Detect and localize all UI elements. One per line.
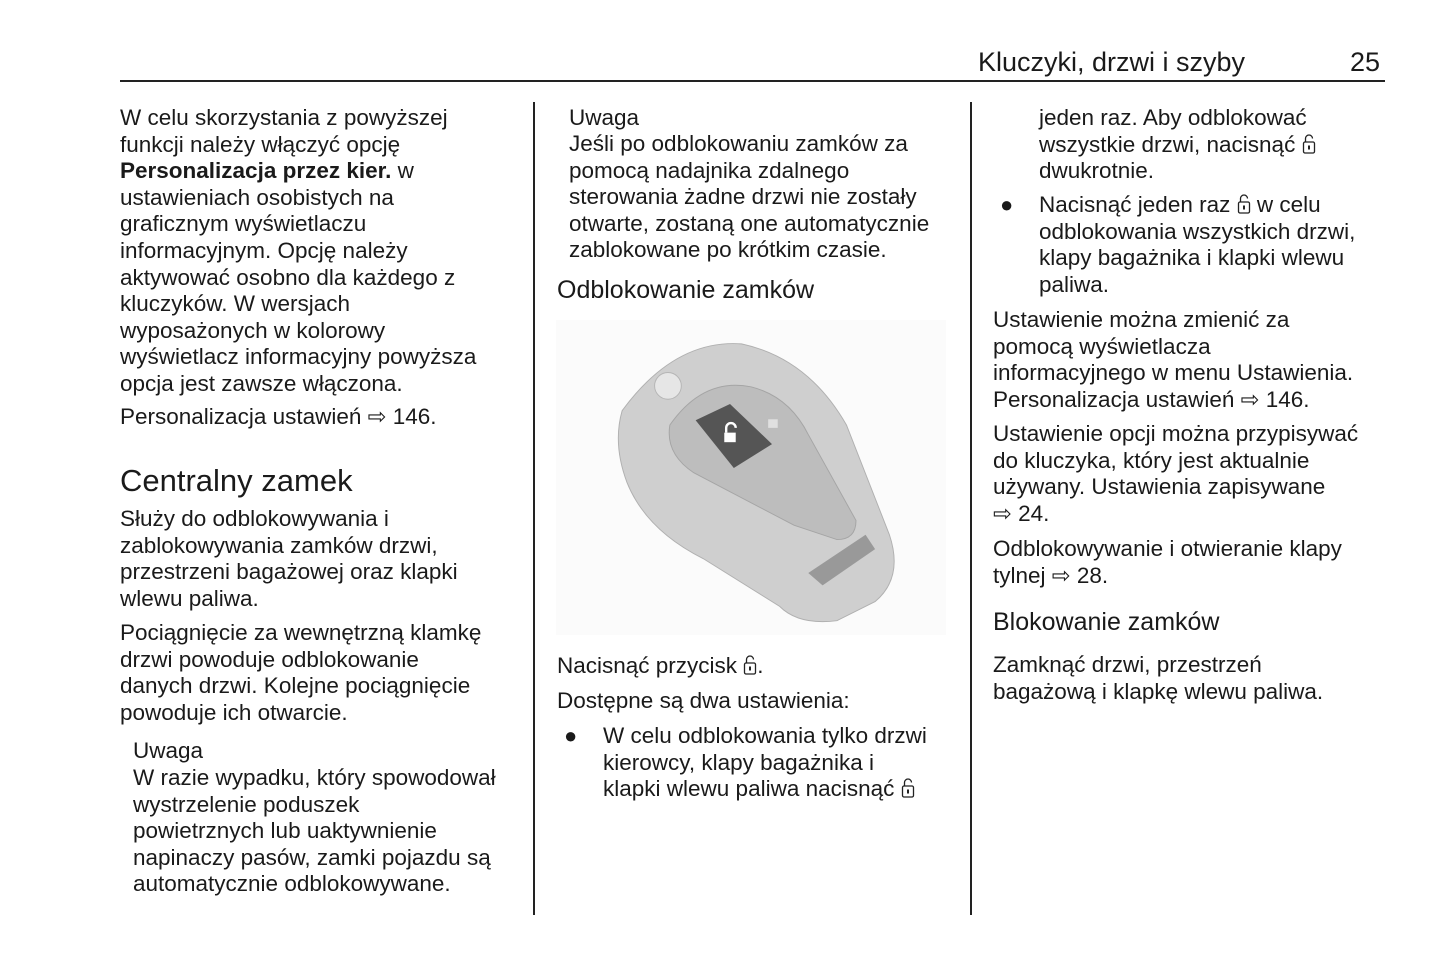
note-text: Jeśli po odblokowaniu zamków za pomocą nadajnika zdalnego sterowania żadne drzwi nie zostały otwarte, zostaną one automatycznie zablokowane po krótkim czasie. <box>569 131 930 263</box>
text: jeden raz. Aby odblokować wszystkie drzwi, nacisnąć <box>1039 105 1307 157</box>
header-rule <box>120 80 1385 82</box>
bullet-icon: ● <box>564 723 578 748</box>
subheading: Blokowanie zamków <box>993 608 1220 636</box>
note-title: Uwaga <box>133 738 204 763</box>
setting-name: Personalizacja przez kier. <box>120 158 392 184</box>
paragraph: Dostępne są dwa ustawienia: <box>557 688 850 713</box>
paragraph: Zamknąć drzwi, przestrzeń bagażową i klapkę wlewu paliwa. <box>993 652 1324 704</box>
text: dwukrotnie. <box>1039 158 1155 184</box>
paragraph <box>120 105 530 398</box>
cross-reference: Personalizacja ustawień ⇨ 146. <box>120 404 437 429</box>
column-divider <box>970 102 972 915</box>
subheading: Odblokowanie zamków <box>557 276 815 304</box>
paragraph: Odblokowywanie i otwieranie klapy tylnej ⇨ 28. <box>993 536 1342 588</box>
paragraph: Ustawienie można zmienić za pomocą wyświetlacza informacyjnego w menu Ustawienia. Personalizacja ustawień ⇨ 146. <box>993 307 1354 412</box>
text: Nacisnąć jeden raz <box>1039 192 1237 217</box>
text: W celu skorzystania z powyższej funkcji należy włączyć opcję <box>120 105 448 157</box>
paragraph: Ustawienie opcji można przypisywać do kluczyka, który jest aktualnie używany. Ustawienia zapisywane ⇨ 24. <box>993 421 1359 526</box>
column-divider <box>533 102 535 915</box>
note-title: Uwaga <box>569 105 640 130</box>
note-text: W razie wypadku, który spowodował wystrzelenie poduszek powietrznych lub uaktywnienie napinaczy pasów, zamki pojazdu są automatycznie odblokowywane. <box>133 765 496 897</box>
text: w celu odblokowania wszystkich drzwi, klapy bagażnika i klapki wlewu paliwa. <box>1039 192 1356 297</box>
text: W celu odblokowania tylko drzwi kierowcy, klapy bagażnika i klapki wlewu paliwa nacisnąć <box>603 723 927 802</box>
text: w ustawieniach osobistych na graficznym wyświetlaczu informacyjnym. Opcję należy aktywować osobno dla każdego z kluczyków. W wersjach wyposażonych w kolorowy wyświetlacz informacyjny powyższa opcja jest zawsze włączona. <box>120 158 477 396</box>
section-title: Kluczyki, drzwi i szyby <box>978 47 1246 77</box>
paragraph: Pociągnięcie za wewnętrzną klamkę drzwi powoduje odblokowanie danych drzwi. Kolejne pociągnięcie powoduje ich otwarcie. <box>120 620 482 725</box>
paragraph <box>557 653 764 680</box>
paragraph: Służy do odblokowywania i zablokowywania zamków drzwi, przestrzeni bagażowej oraz klapki wlewu paliwa. <box>120 506 458 611</box>
section-heading: Centralny zamek <box>120 463 353 498</box>
page-number: 25 <box>1350 47 1381 77</box>
unlock-icon <box>1237 193 1251 215</box>
bullet-item <box>603 723 927 803</box>
text: Nacisnąć przycisk <box>557 653 744 678</box>
unlock-icon <box>1302 133 1316 155</box>
bullet-item <box>1039 192 1355 298</box>
unlock-icon <box>901 777 915 799</box>
text: . <box>757 653 764 678</box>
unlock-icon <box>743 654 757 676</box>
bullet-icon: ● <box>1000 192 1014 217</box>
key-fob-image <box>556 320 946 635</box>
bullet-item-continued <box>1039 105 1316 185</box>
